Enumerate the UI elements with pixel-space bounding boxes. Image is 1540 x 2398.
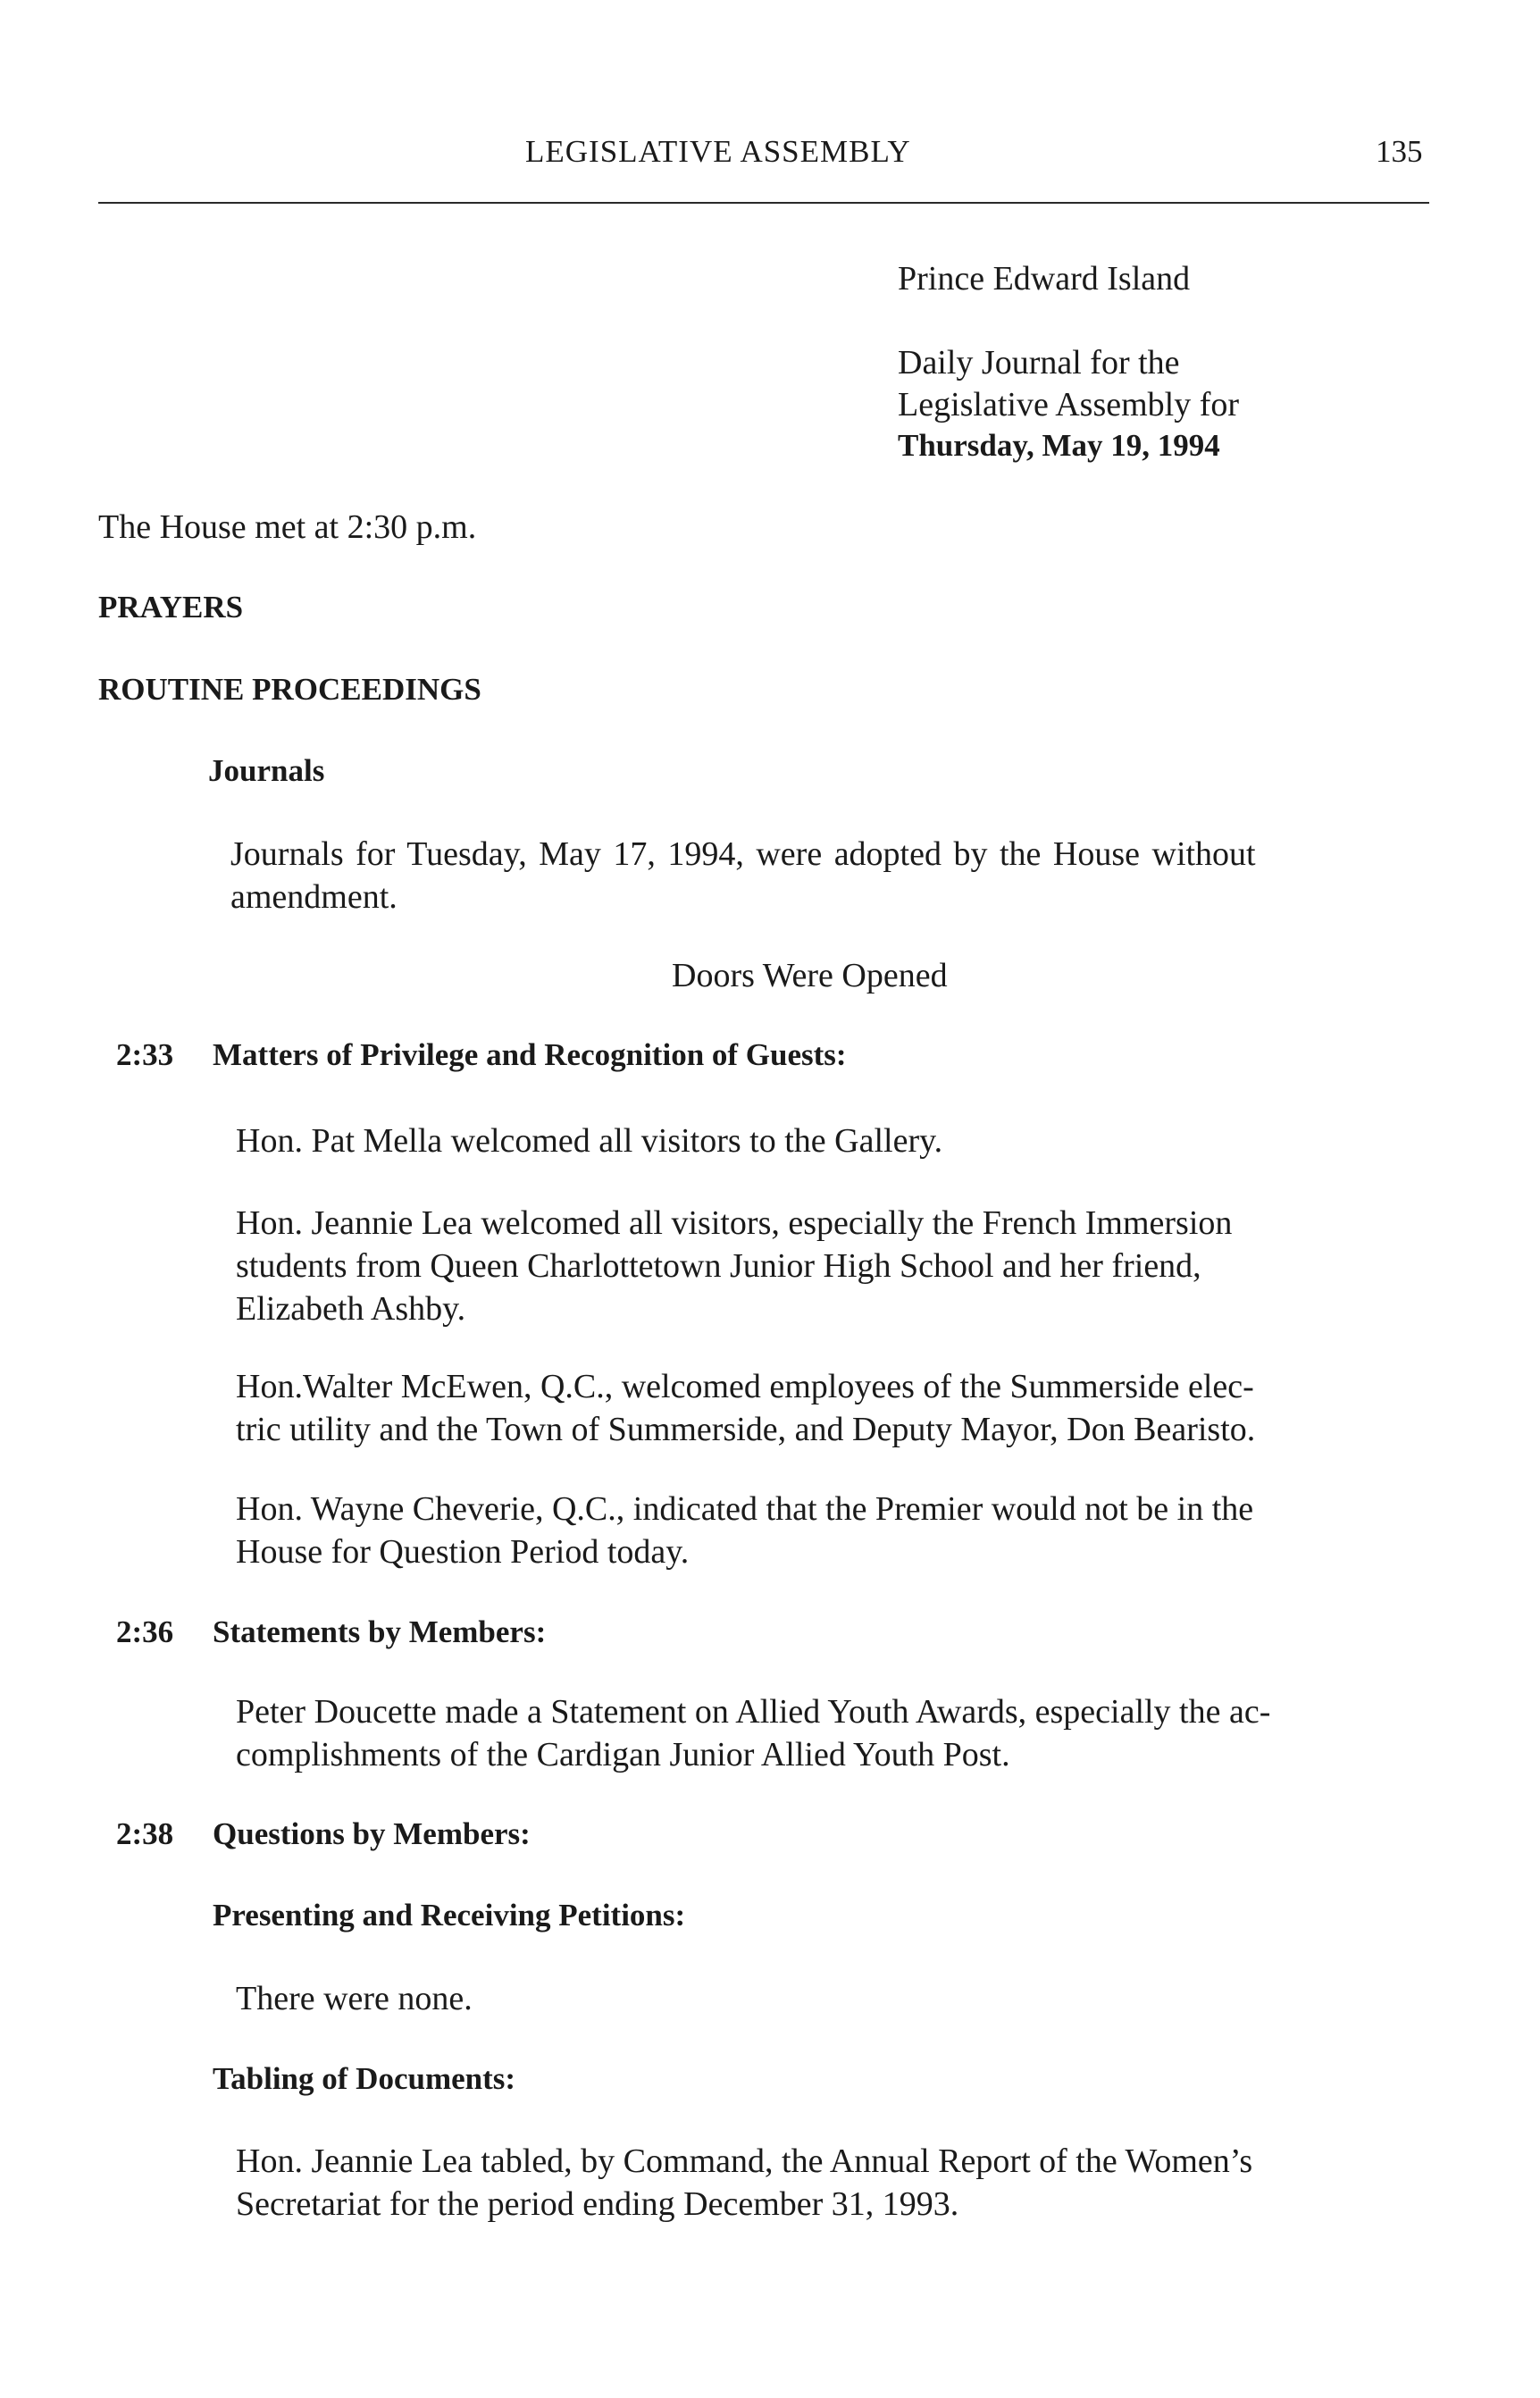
journals-line2: amendment. <box>230 878 398 916</box>
doucette-line1: Peter Doucette made a Statement on Allied Youth Awards, especially the ac- <box>236 1693 1271 1731</box>
statements-time: 2:36 <box>116 1614 174 1649</box>
mcewen-line2: tric utility and the Town of Summerside, and Deputy Mayor, Don Bearisto. <box>236 1411 1256 1448</box>
running-head: LEGISLATIVE ASSEMBLY <box>525 134 911 169</box>
journal-date: Thursday, May 19, 1994 <box>898 428 1220 463</box>
petitions-heading: Presenting and Receiving Petitions: <box>213 1898 686 1933</box>
page-number: 135 <box>1376 134 1423 169</box>
journals-paragraph <box>230 833 1427 918</box>
mella-paragraph: Hon. Pat Mella welcomed all visitors to the Gallery. <box>236 1122 943 1160</box>
journals-heading: Journals <box>208 753 325 788</box>
tabling-line2: Secretariat for the period ending December 31, 1993. <box>236 2185 959 2223</box>
tabling-line1: Hon. Jeannie Lea tabled, by Command, the Annual Report of the Women’s <box>236 2142 1253 2180</box>
lea-line1: Hon. Jeannie Lea welcomed all visitors, especially the French Immersion <box>236 1204 1233 1242</box>
province-name: Prince Edward Island <box>898 260 1191 298</box>
cheverie-line1: Hon. Wayne Cheverie, Q.C., indicated that the Premier would not be in the <box>236 1490 1254 1528</box>
petitions-text: There were none. <box>236 1980 473 2017</box>
routine-proceedings-heading: ROUTINE PROCEEDINGS <box>98 672 481 707</box>
doucette-line2: complishments of the Cardigan Junior Allied Youth Post. <box>236 1736 1010 1773</box>
cheverie-paragraph <box>236 1488 1433 1573</box>
doucette-paragraph <box>236 1690 1433 1776</box>
prayers-heading: PRAYERS <box>98 590 244 625</box>
lea-line3: Elizabeth Ashby. <box>236 1290 466 1328</box>
privilege-time: 2:33 <box>116 1037 174 1072</box>
lea-line2: students from Queen Charlottetown Junior High School and her friend, <box>236 1247 1201 1285</box>
mcewen-paragraph <box>236 1365 1433 1451</box>
statements-heading: Statements by Members: <box>213 1614 547 1649</box>
questions-time: 2:38 <box>116 1816 174 1851</box>
house-met-text: The House met at 2:30 p.m. <box>98 508 477 546</box>
doors-opened-text: Doors Were Opened <box>672 957 948 994</box>
journals-line1: Journals for Tuesday, May 17, 1994, were adopted by the House without <box>230 835 1256 873</box>
questions-heading: Questions by Members: <box>213 1816 531 1851</box>
lea-paragraph <box>236 1202 1433 1330</box>
mcewen-line1: Hon.Walter McEwen, Q.C., welcomed employees of the Summerside elec- <box>236 1368 1254 1405</box>
privilege-heading: Matters of Privilege and Recognition of Guests: <box>213 1037 847 1072</box>
tabling-heading: Tabling of Documents: <box>213 2061 516 2096</box>
tabling-paragraph <box>236 2140 1433 2226</box>
journal-title-line1: Daily Journal for the <box>898 344 1180 382</box>
cheverie-line2: House for Question Period today. <box>236 1533 690 1571</box>
header-rule <box>98 202 1429 204</box>
journal-title-line2: Legislative Assembly for <box>898 386 1240 423</box>
